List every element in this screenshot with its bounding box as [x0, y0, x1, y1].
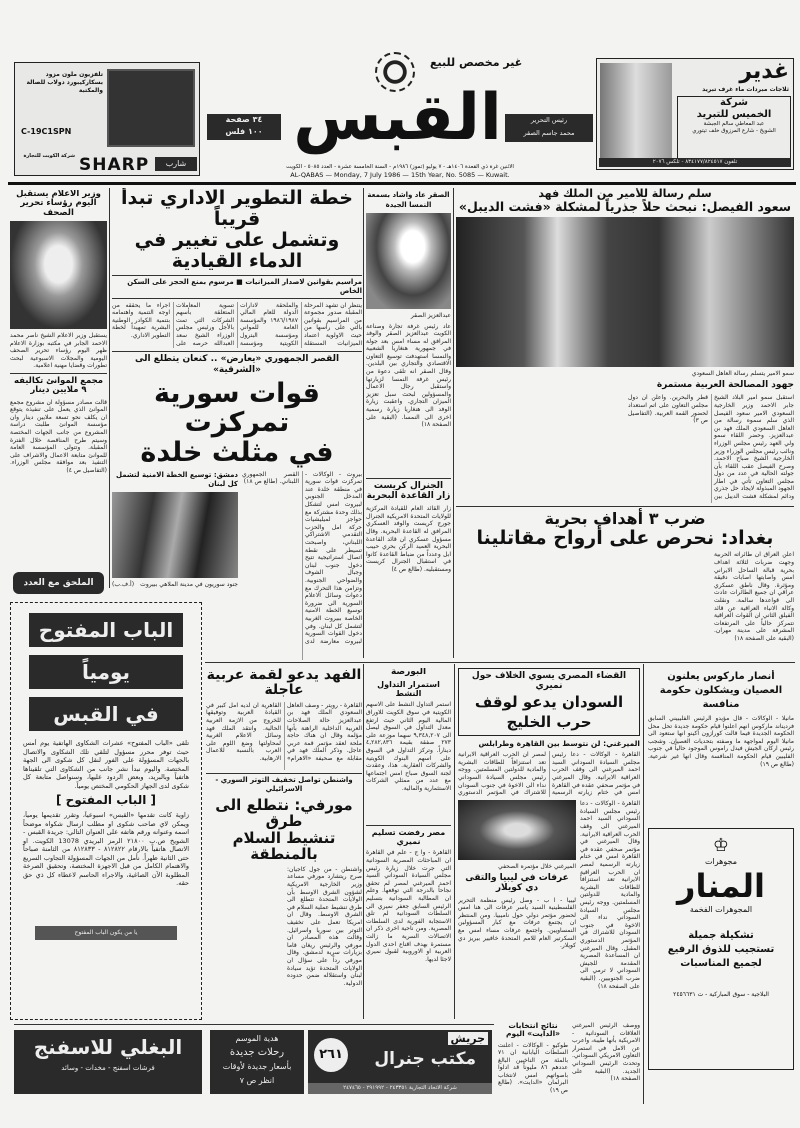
- trips-line-3: بأسعار جديدة لأوقات: [222, 1062, 292, 1071]
- ghadir-phones: تلفون ٨٣٤١٧٧/٨٢٤٥١٧ - تلكس ٢٠٧٦: [599, 158, 791, 167]
- syria-photo-block: [112, 471, 238, 660]
- baghli-ad: [14, 1030, 202, 1094]
- main-body: ينتظر ان تشهد المرحلة المقبلة صدور مجموعة من المراسيم بقوانين بالتي على رأسها من حيث الاولوية اعتماد الميزانيات المستقلة والملحقة لادارات الدولة للعام المالي ١٩٨٦/١٩٨٧ والمؤسسة العامة للمواني ومؤسسة البترول الكويتية ومؤسسة تسوية المعاملات المتعلقة بأسهم الشركات التي تمت بالأجل ورئيس مجلس الوزراء الشيخ سعد العبدالله حرصه على اجراء ما يحققه من اوجه التنمية واهتمامه بتنمية الكوادر الوطنية البشرية تمهيداً لخطة التطوير الاداري.: [112, 301, 362, 347]
- general-badge: ٢٦١: [314, 1038, 348, 1072]
- dateline: [200, 164, 600, 179]
- trips-line-2: رحلات جديدة: [229, 1047, 285, 1058]
- syria-caption: جنود سوريون في مدينة الملاهي ببيروت: [140, 580, 238, 588]
- saqr-headline: الصقر عاد واشاد بسمعة النمسا الجيدة: [367, 191, 450, 209]
- sudan-subhead: الميرغني: لن نتوسط بين القاهرة وطرابلس: [478, 738, 640, 748]
- bourse-section-label: البورصة: [390, 668, 427, 677]
- election-column: [498, 1022, 568, 1098]
- bourse-column: [366, 668, 451, 1018]
- faisal-headline-line-1: سلم رسالة للأمير من الملك فهد: [538, 188, 712, 200]
- general-brand: جريش: [448, 1032, 488, 1045]
- bourse-body: استمر التداول النشط على الاسهم الكويتية في سوق الكويت للاوراق المالية اليوم الثاني حيث ارتفع معدل التداول في السوق ليصل الى ٩,٣٤٨,٢٠٧ سهما موزعة على ٢٧٣ صفقة بقيمة ٤,٢٨٢,٨٣٦ ديناراً. وتركز التداول في السوق على اسهم البنوك الكويتية والشركات العقارية. هذا، وعقدت لجنة السوق صباح امس اجتماعها مع عدد من ممثلي الشركات الاستثمارية والمالية.: [366, 701, 451, 793]
- election-headline: نتائج انتخابات «الدايت» اليوم: [506, 1022, 560, 1039]
- baghdad-body: اعلن العراق ان طائراته الحربية وجهت ضربات لثلاثة اهداف بحرية قبالة الساحل الايراني امس واصابتها اصابات دقيقة ومؤثرة. وقال ناطق عسكري عراقي ان جميع الطائرات عادت الى قواعدها سالمة. ونقلت وكالة الانباء العراقية عن قائد الفيلق الثاني ان القوات العراقية تتمركز حالياً على المرتفعات المشرفة على مدينة مهران. (البقية على الصفحة ١٨): [714, 551, 794, 642]
- nimeiri-headline: مصر رفضت تسليم نميري: [366, 825, 451, 847]
- editor-name: محمد جاسم الصقر: [523, 129, 575, 137]
- syria-body: بيروت - الوكالات - تمركزت قوات سورية في منطقة خلدة عند المدخل الجنوبي لبيروت امس لتشكل بذلك وحدة مشتركة مع حواجز لميليشيات حركة امل والحزب التقدمي الاشتراكي اللبناني، واصبحت تسيطر على نقطة اتصال استراتيجية تتيح دخول جنوب لبنان وجبال الشوف والضواحي الجنوبية. وتزامن هذا التحرك مع دعوات وسائل الاعلام السورية الى ضرورة توسيع الخطة الامنية الخاصة ببيروت الغربية لتشمل كل لبنان. وفي دخول القوات السورية لبيروت معارضة لدى القصر الجمهوري اللبناني. (طالع ص ١٨): [242, 470, 362, 645]
- baghdad-headline-line-2: بغداد: نحرص على أرواح مقاتلينا: [476, 526, 774, 549]
- cooler-image: [600, 63, 672, 161]
- ghadir-ad: [596, 58, 794, 170]
- marcos-headline: أنصار ماركوس يعلنون العصيان ويشكلون حكومة منافسة: [659, 671, 783, 710]
- company-name-1: شركة: [720, 97, 748, 108]
- main-column: [112, 188, 362, 660]
- sudan-lower: [458, 800, 640, 1018]
- saqr-column: [366, 190, 451, 658]
- murphy-headline-line-2: تنشيط السلام بالمنطقة: [232, 828, 336, 864]
- murphy-body: واشنطن - من جول كاجيان: صرح ريتشارد مورفي مساعد وزير الخارجية الامريكية لشؤون الشرق الاوسط بأن الولايات المتحدة تتطلع الى طرق تنشيط عملية السلام في الشرق الاوسط. وقال ان امريكا تعمل على تخفيف التوتر بين سوريا واسرائيل. وقالت هذه المصادر ان مورفي والرئيس ريغان قاما بزيارات سرية لدمشق. وقال مورفي رداً على سؤال ان الولايات المتحدة تؤيد سيادة لبنان واستقلاله ضمن حدوده الدولية.: [287, 865, 362, 987]
- fahd-body: القاهرة - رويتر - وصف العاهل السعودي الملك فهد بن عبدالعزيز حالة الصلاحات العربية الداخلية الراهنة بأنها مؤلمة وقال ان هناك حاجة ملحة لعقد مؤتمر قمة عربي عاجل. وذكر الملك فهد في مقابلة مع صحيفة «الاهرام» القاهرية ان لديه امل كبير في القيادة العربية وتوفيقها للخروج من الازمة العربية الحالية. وانتقد الملك فهد وسائل الاعلام الغربية لمحاولتها وضع اللوم على العرب بالنسبة للاعمال الارهابية.: [206, 701, 362, 762]
- saqr-photo: [366, 213, 451, 309]
- column-rule: [643, 664, 644, 1104]
- murphy-kicker: واشنطن تواصل تخفيف التوتر السوري - الاسرائيلي: [206, 773, 362, 794]
- murphy-headline: [206, 797, 362, 863]
- fahd-column: [206, 668, 362, 1018]
- manar-description: تشكيلة جميلة تستجيب للذوق الرفيع لجميع المناسبات: [667, 930, 775, 969]
- crist-headline: الجنرال كريست زار القاعدة البحرية: [366, 478, 451, 502]
- sharp-logo: SHARP: [79, 155, 150, 175]
- ports-headline: مجمع الموانئ تكاليفه ٩ ملايين دينار: [10, 373, 107, 396]
- syria-kicker: القصر الجمهوري «يعارض» .. كنعان يتطلع الى «الشرقية»: [112, 351, 362, 376]
- general-phones: شركة الاتحاد التجارية ٢٤٣٣٥١ - ٢٩١٩٩٢ - ٢٤٧٤٦٥: [308, 1083, 492, 1094]
- syria-story: [112, 471, 362, 660]
- info-minister-headline: وزير الاعلام يستقبل اليوم رؤساء تحرير الصحف: [16, 190, 101, 218]
- sudan-kicker: القضاء المصري يسوي الخلاف حول نميري: [471, 671, 627, 691]
- main-headline-line-2: وتشمل على تغيير في الدماء القيادية: [134, 228, 340, 272]
- general-ad: [308, 1030, 492, 1094]
- open-door-label: [ الباب المفتوح ]: [56, 793, 156, 807]
- mirghani-caption: الميرغني خلال مؤتمره الصحفي: [498, 863, 576, 871]
- nimeiri-body: القاهرة - وا ج - علم في القاهرة ان المباحثات المصرية السودانية التي جرت خلال زيارة رئيس مجلس السيادة السوداني السيد احمد الميرغني لمصر لم تحقق نجاحاً بالدرجة التي توقعها. وعلم ان المطالبة السودانية بتسليم الرئيس السابق جعفر نميري الى السلطات السودانية لم تلق الاستجابة الفورية لدى السلطات المصرية. ومن ناحية اخرى ذكر ان الاتصالات السرية ما زالت مستمرة بهدف اقناع احدى الدول العربية او الاوروبية لقبول نميري لاجئا لديها.: [366, 849, 451, 963]
- arafat-block: [458, 800, 576, 1018]
- sudan-body-continued: القاهرة - الوكالات - دعا رئيس مجلس السيادة السوداني السيد احمد الميرغني الى وقف الحرب العراقية الايرانية. وقال الميرغني في مؤتمر صحفي عقده في القاهرة امس في ختام زيارته الرسمية لمصر ان الحرب العراقية الايرانية تعد استنزافاً للطاقات البشرية والمادية للدولتين المسلمتين. ووجه رئيس مجلس السيادة السوداني نداء الى الاخوة في جنوب السودان للاشتراك في المؤتمر الدستوري المقبل. وقال الميرغني ان المساعدة المصرية المقدمة للجيش السوداني لا ترمي الى ضرب الجنوبيين. (البقية على الصفحة ١٨): [580, 800, 640, 990]
- sudan-body: القاهرة - الوكالات - دعا رئيس مجلس السيادة السوداني السيد احمد الميرغني الى وقف الحرب العراقية الايرانية. وقال الميرغني في مؤتمر صحفي عقده في القاهرة امس في ختام زيارته الرسمية لمصر ان الحرب العراقية الايرانية تعد استنزافاً للطاقات البشرية والمادية للدولتين المسلمتين. ووجه رئيس مجلس السيادة السوداني نداء الى الاخوة في جنوب السودان للاشتراك في المؤتمر الدستوري: [458, 751, 640, 797]
- saqr-caption: عبدالعزيز الصقر: [410, 312, 451, 319]
- editor-title: رئيس التحرير: [530, 116, 568, 124]
- company-address-1: عبد المعاطي سالم الجبشة: [703, 121, 765, 127]
- dateline-arabic: الاثنين غرة ذي القعدة ١٤٠٦هـ - ٧ يوليو (تموز) ١٩٨٦م - السنة الخامسة عشرة - العدد ٥٠٨٥ - الكويت: [286, 164, 514, 170]
- fahd-headline: الفهد يدعو لقمة عربية عاجلة: [206, 668, 362, 699]
- masthead-logo: القبس: [293, 81, 502, 155]
- marcos-column: [648, 670, 794, 824]
- faisal-column: [456, 188, 794, 660]
- manar-address: البلاجية - سوق المباركية - ت ٢٤٥٦٦٣١: [673, 991, 769, 998]
- left-column: [10, 190, 107, 594]
- tv-image: [107, 69, 195, 147]
- sharp-logo-arabic: شارب: [155, 157, 197, 171]
- editor-box: [505, 114, 593, 142]
- faisal-body: استقبل سمو امير البلاد الشيخ جابر الاحمد وزير الخارجية السعودي الامير سعود الفيصل الذي سلم سموه رسالة من العاهل السعودي الملك فهد بن عبدالعزيز. وحضر اللقاء سمو ولي العهد رئيس مجلس الوزراء ونائب رئيس مجلس الوزراء وزير الخارجية الشيخ صباح الاحمد. وصرح الفيصل عقب اللقاء بأن جولته الحالية في عدد من دول مجلس التعاون تأتي في اطار الجهود المبذولة لايجاد حل جذري ودائم لمشكلة فشت الديبل بين قطر والبحرين. واعلن ان دول مجلس التعاون على اتم استعداد لحضور القمة العربية. (التفاصيل ص ٣): [628, 394, 794, 501]
- saqr-body: عاد رئيس غرفة تجارة وصناعة الكويت عبدالعزيز الصقر والوفد المرافق له مساء امس بعد جولة في جمهورية هنغاريا الشعبية والنمسا استهدفت توسيع التعاون الاقتصادي والتجاري بين البلدين. وقال الصقر انه تلقى دعوة من رئيس غرفة النمسا لزيارتها واستقبل رجال الاعمال والمسؤولين لبحث سبل تعزيز الميزان التجاري. واعقبت زيارة الوفد الى هنغاريا زيارة رسمية اخرى الى النمسا. (البقية على الصفحة ١٨): [366, 322, 451, 429]
- open-door-title-1: الباب المفتوح: [29, 613, 183, 647]
- row-rule: [14, 1024, 494, 1025]
- bourse-headline: استمرار التداول النشط: [377, 679, 440, 698]
- main-subhead: مراسيم بقوانين لاصدار الميزانيات ■ مرسوم بمنع الحجز على السكن الخاص: [112, 275, 362, 299]
- faisal-photo: [456, 217, 794, 367]
- manar-crown-icon: ♔: [712, 835, 730, 856]
- trips-ad: [210, 1030, 304, 1094]
- murphy-headline-line-1: مورفي: نتطلع الى طرق: [215, 795, 353, 831]
- trips-line-1: هدية الموسم: [235, 1034, 279, 1043]
- sharp-ad-text: تلفزيون ملون مزود بسكاركيبورد دولاب للصالة والمكتبة: [26, 71, 103, 94]
- syria-photo: [112, 492, 238, 578]
- company-name-2: الخميس للتبريد: [696, 109, 772, 120]
- baghli-title: البغلي للاسفنج: [33, 1035, 183, 1059]
- sharp-model: C-19C1SPN: [21, 127, 72, 136]
- sudan-headline: السودان يدعو لوقف حرب الخليج: [474, 692, 624, 731]
- manar-subtitle: المجوهرات الفخمة: [689, 905, 753, 914]
- arafat-body: ليبيا - ا ب - وصل رئيس منظمة التحرير الفلسطينية السيد ياسر عرفات الى هنا امس لحضور مؤتمر دولي حول ناميبيا. ومن المنتظر ان يجتمع عرفات مع كبار المسؤولين النمساويين. واجتمع عرفات مساء امس مع السكرتير العام للامم المتحدة خافيير بيريز دي كويلار.: [458, 896, 576, 950]
- open-door-body: زاوية كانت تقدمها «القبس» اسبوعياً، وتقرر تقديمها يومياً، ويمكن لاي صاحب شكوى او مطلب ارسال شكواه موضحاً اسمه وعنوانه ورقم هاتفه على العنوان التالي: جريدة القبس - الشويخ ص.ب ٢١٨٠٠ الرمز البريدي 13078 الكويت. او الاتصال هاتفياً بالارقام ٨١٢٨٢٢ - ٨١٢٨٣٣ من الثامنة صباحاً حتى الثانية ظهراً. نأمل من الجهات المسؤولة التجاوب السريع والاهتمام الكامل من قبل الاجهزة المختصة، وتحقيق الصرخة المطلوبة الآن الصاغية، والاجراء الحاسم لاعطاء كل ذي حق حقه.: [23, 811, 189, 888]
- syria-caption-row: [112, 581, 238, 589]
- column-rule: [109, 188, 110, 588]
- ports-body: قالت مصادر مسؤولة ان مشروع مجمع الموانئ الذي يعمل على تنفيذه يتوقع ان يكلف نحو تسعة ملايين دينار وان مؤسسة الموانئ طلبت دراسة المشروع من جانب الجهات المختصة وسيتم طرح المناقصة خلال الفترة المقبلة. وتتولى المؤسسة العامة للموانئ متابعة الاعمال والاشراف على التنفيذ بعد موافقة مجلس الوزراء. (التفاصيل ص ٤): [10, 398, 107, 475]
- column-rule: [363, 664, 364, 1019]
- dateline-english: AL-QABAS — Monday, 7 July 1986 — 15th Year, No. 5085 — Kuwait.: [290, 171, 510, 179]
- marcos-body: مانيلا - الوكالات - قال مؤيدو الرئيس الفليبيني السابق فرديناند ماركوس انهم اعلنوا قيام حكومة جديدة تحل محل الحكومة الجديدة فيما قالت كورازون اكينو انها ستعود الى مانيلا اليوم لمواجهة ما وصفته بتحديات العصيان. وشجب رئيس اركان الجيش فيدل راموس الموجود حالياً في جنوب الفليبين قيام الحكومة المنافسة وقال انها غير شرعية. (طالع ص ١٩): [648, 715, 794, 768]
- open-door-title-3: في القبس: [29, 697, 183, 731]
- ghadir-products: ثلاجات مبردات ماء غرف تبريد: [702, 86, 789, 93]
- open-door-title-2: يومياً: [29, 655, 183, 689]
- syria-headline-line-1: قوات سورية تمركزت: [154, 377, 320, 439]
- sudan-us-body: ووصف الرئيس الميرغني العلاقات السودانية - الامريكية بأنها طيبة، واعرب عن الامل في استمرار التعاون الامريكي السوداني. وتحدث الرئيس السوداني الجديد. (البقية على الصفحة ١٨): [572, 1022, 640, 1083]
- column-rule: [363, 188, 364, 658]
- info-minister-body: يستقبل وزير الاعلام الشيخ ناصر محمد الاحمد الجابر في مكتبه بوزارة الاعلام ظهر اليوم رؤساء تحرير الصحف اليومية والمجلات الاسبوعية لبحث تطورات وقضايا مهنية اعلامية.: [10, 332, 107, 370]
- trips-line-4: انظر ص ٧: [239, 1076, 275, 1085]
- syria-photo-credit: (أ.ف.ب): [112, 580, 135, 588]
- supplement-banner: الملحق مع العدد: [13, 572, 104, 594]
- sharp-ad: [14, 62, 200, 176]
- manar-ad: [648, 828, 794, 1070]
- price: ١٠٠ فلس: [225, 127, 263, 136]
- syria-subhead: دمشق: توسيع الخطة الامنية لتشمل كل لبنان: [115, 470, 238, 488]
- company-address-2: الشويخ - شارع المرزوق خلف تيتوري: [692, 128, 776, 134]
- ghadir-logo: غدير: [739, 59, 789, 84]
- syria-headline: [112, 379, 362, 468]
- column-rule: [454, 664, 455, 1019]
- masthead-rule: [8, 182, 796, 185]
- faisal-headline-line-2: سعود الفيصل: نبحث حلاً جذرياً لمشكلة «فشت الديبل»: [458, 199, 792, 215]
- sharp-dealer: شركة الكويت للتجارة: [23, 153, 75, 159]
- tagline: غير مخصص للبيع: [430, 56, 523, 69]
- crist-body: زار القائد العام للقيادة المركزية للولايات المتحدة الامريكية الجنرال جورج كريست والوفد العسكري المرافق له القاعدة البحرية. وقال مسؤول عسكري ان قائد القاعدة البحرية العميد الركن بحري حبيب ابل وعدداً من ضباط القاعدة كانوا في استقبال الجنرال كريست ومستقبليه. (طالع ص ٤): [366, 505, 451, 573]
- price-box: [207, 114, 281, 140]
- faisal-subhead: جهود المصالحة العربية مستمرة: [656, 380, 794, 391]
- general-title: مكتب جنرال: [374, 1049, 476, 1069]
- baghdad-headline: [456, 506, 794, 548]
- manar-small-label: مجوهرات: [705, 857, 737, 866]
- faisal-caption: سمو الامير يتسلم رسالة العاهل السعودي: [691, 369, 794, 377]
- open-door-intro: تلقى «الباب المفتوح» عشرات الشكاوى الهاتفية يوم أمس حيث توفر محرر مسؤول لتلقي تلك الشكاوى والاتصال بالجهات المسؤولة على الفور لنقل كل شكوى الى الجهة المختصة. واليوم نبدأ نشر جانب من الشكاوى التي تلقيناها هاتفياً وبالبريد، وبعض الردود عليها، وسنواصل متابعة كل شكوى لدى الجهاز الحكومي المختص يومياً.: [23, 739, 189, 790]
- faisal-headline: [456, 188, 794, 214]
- row-rule: [205, 662, 795, 663]
- sudan-column: [458, 668, 640, 1018]
- mirghani-photo: [458, 800, 576, 860]
- main-headline-line-1: خطة التطوير الاداري تبدأ قريباً: [121, 188, 353, 230]
- syria-headline-line-2: في مثلث خلدة: [140, 436, 334, 468]
- open-door-footer: يا من يكون الباب المفتوح: [35, 926, 177, 940]
- arafat-headline: عرفات في ليبيا والتقى دي كويلار: [465, 872, 569, 893]
- info-minister-photo: [10, 221, 107, 329]
- column-rule: [453, 188, 454, 658]
- baghdad-headline-line-1: ضرب ٣ أهداف بحرية: [544, 508, 706, 528]
- open-door-box: [10, 602, 202, 1020]
- sudan-headline-box: [458, 668, 640, 736]
- ghadir-company-box: [677, 96, 791, 159]
- main-headline: [112, 188, 362, 272]
- manar-logo: المنار: [677, 867, 765, 905]
- page-count: ٣٤ صفحة: [225, 115, 263, 124]
- baghli-tagline: فرشات اسفنج - مخدات - وسائد: [61, 1064, 155, 1072]
- election-body: طوكيو - الوكالات - اعلنت السلطات اليابانية ان ٧١ بالمئة من الناخبين البالغ عددهم ٨٦ مليوناً قد ادلوا باصواتهم امس لانتخاب البرلمان «الدايت». (طالع ص ١٩): [498, 1041, 568, 1095]
